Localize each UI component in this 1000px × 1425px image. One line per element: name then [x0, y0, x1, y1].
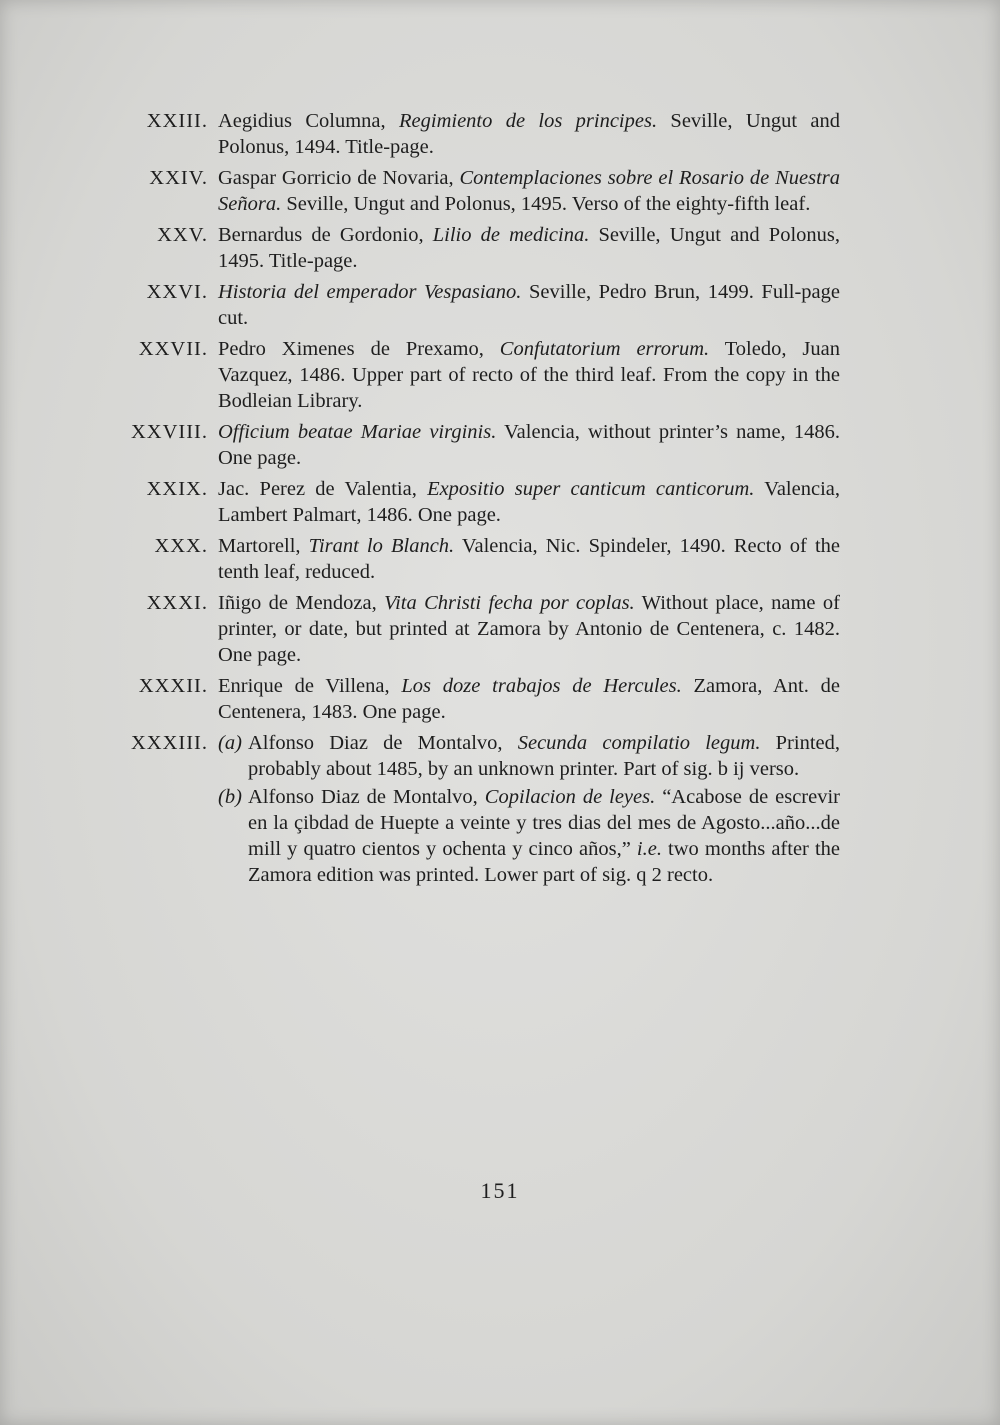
plate-description — [218, 419, 840, 471]
sub-entry-text — [248, 784, 840, 888]
plate-number: XXXIII. — [130, 732, 208, 754]
list-of-plates — [100, 108, 840, 895]
book-title: Vita Christi fecha por coplas. — [384, 592, 635, 614]
book-title: Officium beatae Mariae virginis. — [218, 421, 497, 443]
imprint-text: Toledo, Juan Vazquez, 1486. Upper part of recto of the third leaf. From the copy in the Bodleian Library. — [218, 338, 840, 412]
plate-number: XXVII. — [138, 338, 208, 360]
plate-entry-xxviii — [100, 419, 840, 471]
imprint-text: Valencia, Nic. Spindeler, 1490. Recto of the tenth leaf, reduced. — [218, 535, 840, 583]
book-title: Los doze trabajos de Hercules. — [401, 675, 682, 697]
imprint-text: Seville, Ungut and Polonus, 1495. Verso of the eighty-fifth leaf. — [281, 193, 811, 215]
book-title: Tirant lo Blanch. — [308, 535, 455, 557]
author-text: Gaspar Gorricio de Novaria, — [218, 167, 460, 189]
plate-description — [218, 730, 840, 890]
sub-entry-label: (b) — [218, 786, 242, 808]
imprint-text: Seville, Ungut and Polonus, 1494. Title-page. — [218, 110, 841, 158]
plate-number: XXIX. — [146, 478, 208, 500]
author-text: Alfonso Diaz de Montalvo, — [248, 732, 518, 754]
imprint-text: Zamora, Ant. de Centenera, 1483. One page. — [218, 675, 840, 723]
plate-description — [218, 590, 840, 668]
sub-entry-b — [218, 784, 840, 888]
imprint-text: two months after the Zamora edition was printed. Lower part of sig. q 2 recto. — [248, 838, 840, 886]
sub-entry-label: (a) — [218, 732, 242, 754]
page-number: 151 — [480, 1178, 520, 1203]
plate-number: XXVI. — [146, 281, 208, 303]
book-title: Regimiento de los principes. — [399, 110, 658, 132]
author-text: Alfonso Diaz de Montalvo, — [248, 786, 485, 808]
author-text: Enrique de Villena, — [218, 675, 402, 697]
sub-entry-text — [248, 730, 840, 782]
plate-description — [218, 476, 840, 528]
plate-entry-xxxii — [100, 673, 840, 725]
plate-description — [218, 673, 840, 725]
plate-number: XXXII. — [138, 675, 208, 697]
plate-entry-xxiv — [100, 165, 840, 217]
plate-description — [218, 533, 840, 585]
author-text: Bernardus de Gordonio, — [218, 224, 433, 246]
author-text: Martorell, — [218, 535, 309, 557]
imprint-text: Seville, Pedro Brun, 1499. Full-page cut. — [218, 281, 840, 329]
book-title: Confutatorium errorum. — [499, 338, 710, 360]
imprint-text: Seville, Ungut and Polonus, 1495. Title-page. — [218, 224, 841, 272]
plate-number: XXIII. — [146, 110, 208, 132]
imprint-text: Printed, probably about 1485, by an unknown printer. Part of sig. b ij verso. — [248, 732, 841, 780]
plate-entry-xxiii — [100, 108, 840, 160]
plate-number: XXIV. — [149, 167, 208, 189]
author-text: Jac. Perez de Valentia, — [218, 478, 428, 500]
plate-entry-xxix — [100, 476, 840, 528]
plate-entry-xxv — [100, 222, 840, 274]
plate-entry-xxx — [100, 533, 840, 585]
book-title: Historia del emperador Vespasiano. — [218, 281, 522, 303]
plate-description — [218, 336, 840, 414]
imprint-text: Valencia, without printer’s name, 1486. One page. — [218, 421, 840, 469]
plate-entry-xxvii — [100, 336, 840, 414]
sub-entry-a — [218, 730, 840, 782]
plate-number: XXXI. — [146, 592, 208, 614]
plate-number: XXX. — [154, 535, 208, 557]
plate-description — [218, 165, 840, 217]
plate-description — [218, 108, 840, 160]
plate-entry-xxxiii — [100, 730, 840, 890]
author-text: Iñigo de Mendoza, — [218, 592, 385, 614]
plate-entry-xxxi — [100, 590, 840, 668]
imprint-text: Valencia, Lambert Palmart, 1486. One page. — [218, 478, 840, 526]
colophon-quote: “Acabose de escrevir en la çibdad de Huepte a veinte y tres dias del mes de Agosto...año...de mill y quatro cientos y ochenta y cinco años,” — [248, 786, 840, 860]
imprint-text: Without place, name of printer, or date, but printed at Zamora by Antonio de Centenera, c. 1482. One page. — [218, 592, 840, 666]
book-title: Secunda compilatio legum. — [517, 732, 761, 754]
plate-description — [218, 279, 840, 331]
book-title: Copilacion de leyes. — [484, 786, 656, 808]
plate-number: XXV. — [157, 224, 208, 246]
book-title: Lilio de medicina. — [432, 224, 590, 246]
author-text: Aegidius Columna, — [218, 110, 399, 132]
plate-number: XXVIII. — [130, 421, 208, 443]
book-title: Expositio super canticum canticorum. — [427, 478, 755, 500]
plate-description — [218, 222, 840, 274]
author-text: Pedro Ximenes de Prexamo, — [218, 338, 500, 360]
book-title: Contemplaciones sobre el Rosario de Nuestra Señora. — [218, 167, 840, 215]
plate-entry-xxvi — [100, 279, 840, 331]
abbreviation: i.e. — [636, 838, 662, 860]
